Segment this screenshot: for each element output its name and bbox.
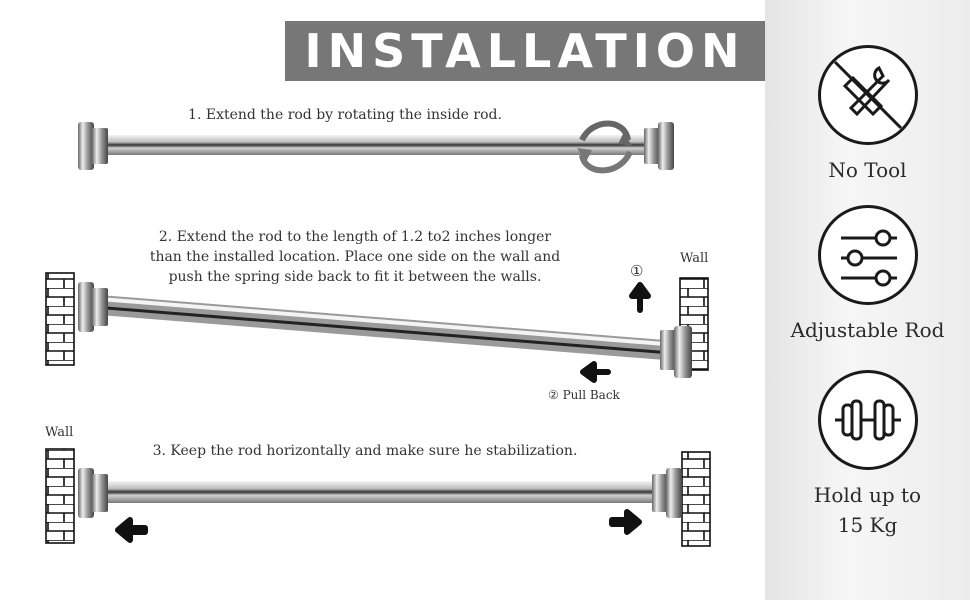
- feature-no-tool: [765, 45, 970, 185]
- rod-step-1: [78, 122, 674, 170]
- feature-hold-up: [765, 370, 970, 540]
- rod-step-2: [46, 273, 708, 380]
- wall-label-left: Wall: [45, 425, 74, 440]
- step-2-line-2: than the installed location. Place one side on the wall and: [149, 249, 561, 265]
- no-tool-icon: [821, 48, 915, 142]
- features-sidebar: [765, 0, 970, 600]
- marker-1: ①: [630, 262, 644, 280]
- feature-adjustable-rod: [765, 205, 970, 345]
- dumbbell-icon: [821, 373, 915, 467]
- feature-hold-up-label: [765, 480, 970, 540]
- step-2-line-3: push the spring side back to fit it between the walls.: [168, 269, 542, 285]
- step-2-line-1: 2. Extend the rod to the length of 1.2 to2 inches longer: [158, 229, 552, 245]
- rod-step-3: [46, 449, 710, 546]
- feature-hold-up-line-2: 15 Kg: [837, 513, 898, 537]
- feature-hold-up-line-1: Hold up to: [813, 483, 922, 507]
- pull-back-label: ② Pull Back: [548, 388, 620, 402]
- step-3-text: 3. Keep the rod horizontally and make sure he stabilization.: [152, 443, 578, 459]
- feature-no-tool-label: No Tool: [828, 158, 907, 182]
- banner-title: INSTALLATION: [304, 24, 746, 78]
- step-1-text: 1. Extend the rod by rotating the inside rod.: [188, 107, 502, 123]
- sliders-icon: [821, 208, 915, 302]
- feature-adjustable-rod-label: Adjustable Rod: [790, 318, 945, 342]
- wall-label-right: Wall: [680, 251, 709, 266]
